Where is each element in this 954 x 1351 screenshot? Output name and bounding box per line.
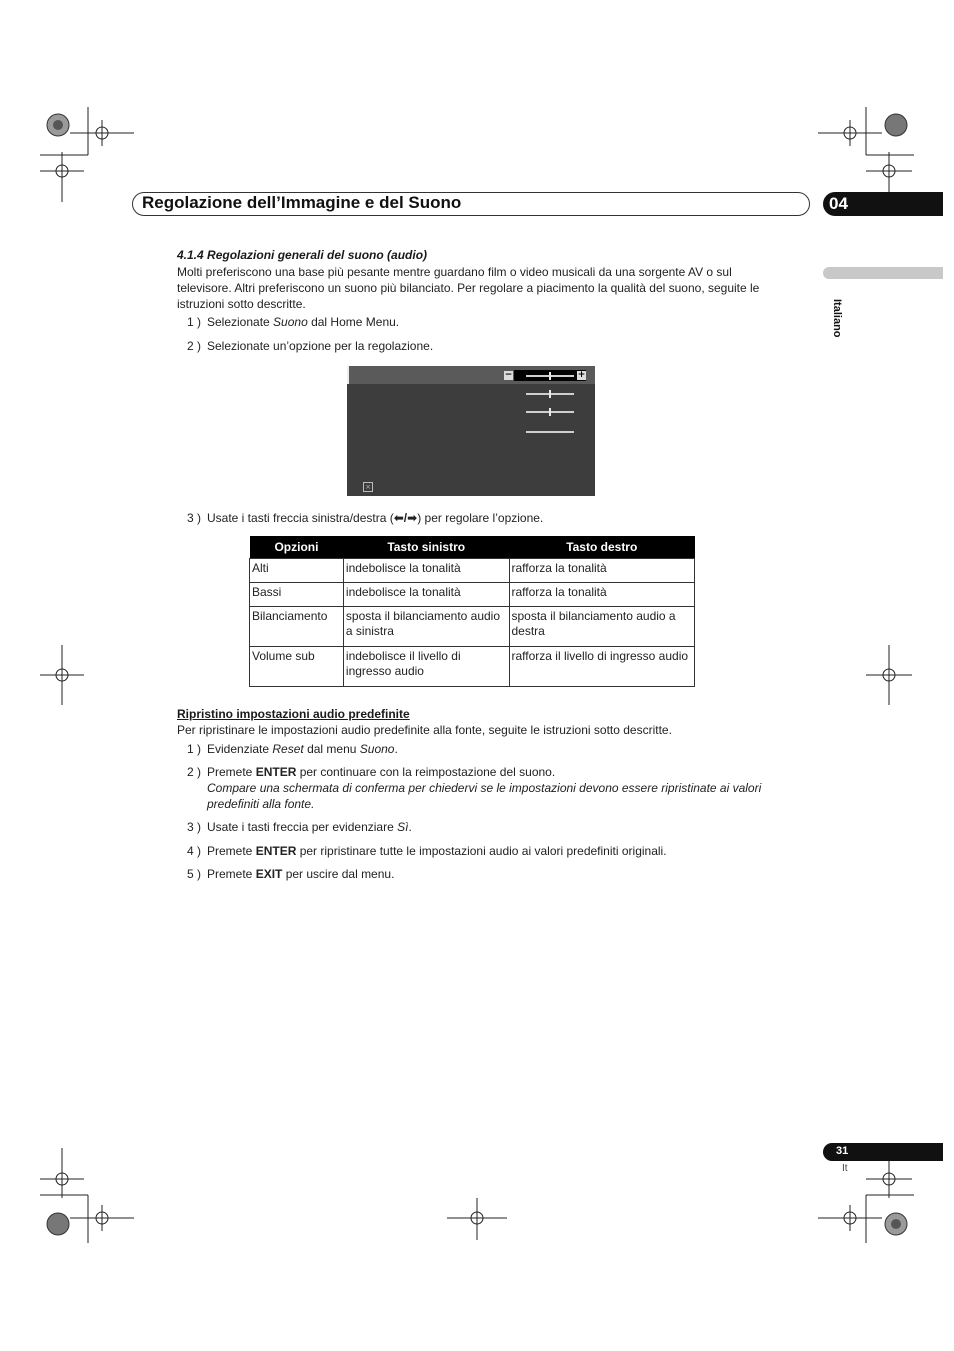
- right-key-cell: rafforza la tonalità: [509, 583, 695, 607]
- menu-edge: [347, 366, 349, 384]
- option-cell: Bassi: [250, 583, 344, 607]
- step-1: 1 ) Selezionate Suono dal Home Menu.: [187, 315, 400, 329]
- section-intro: Molti preferiscono una base più pesante mentre guardano film o video musicali da una sorgente AV o sul televisore. Altri preferiscono un suono più bilanciato. Per regolare a piacimento la qualità del suono, seguite le istruzioni sotto descritte.: [177, 265, 760, 311]
- column-header: Tasto destro: [509, 536, 695, 559]
- right-key-cell: sposta il bilanciamento audio a destra: [509, 607, 695, 647]
- section-title: 4.1.4 Regolazioni generali del suono (audio): [177, 248, 428, 262]
- reset-step-4: 4 ) Premete ENTER per ripristinare tutte le impostazioni audio ai valori predefiniti originali.: [187, 844, 667, 858]
- option-cell: Volume sub: [250, 647, 344, 687]
- table-header-row: [250, 536, 695, 559]
- arrow-keys-icon: ⬅/➡: [393, 511, 418, 525]
- step-3: 3 ) Usate i tasti freccia sinistra/destra (⬅/➡) per regolare l’opzione.: [187, 511, 544, 525]
- subwoofer-slider: [526, 431, 574, 433]
- left-key-cell: indebolisce il livello di ingresso audio: [343, 647, 509, 687]
- reset-step-2-note: Compare una schermata di conferma per chiedervi se le impostazioni devono essere ripristinate ai valori predefiniti alla fonte.: [207, 781, 762, 811]
- page-language: It: [842, 1163, 848, 1174]
- left-key-cell: sposta il bilanciamento audio a sinistra: [343, 607, 509, 647]
- page-number: 31: [836, 1145, 849, 1157]
- table-row: [250, 647, 695, 687]
- reset-intro: Per ripristinare le impostazioni audio predefinite alla fonte, seguite le istruzioni sotto descritte.: [177, 723, 672, 737]
- close-icon: ×: [363, 482, 373, 492]
- bass-knob: [549, 390, 551, 398]
- reset-step-1: 1 ) Evidenziate Reset dal menu Suono.: [187, 742, 398, 756]
- page-title: Regolazione dell’Immagine e del Suono: [142, 193, 462, 212]
- balance-knob: [549, 408, 551, 416]
- chapter-number: 04: [829, 194, 848, 213]
- reset-step-2: 2 ) Premete ENTER per continuare con la reimpostazione del suono.: [187, 765, 556, 779]
- table-row: [250, 607, 695, 647]
- right-key-cell: rafforza il livello di ingresso audio: [509, 647, 695, 687]
- column-header: Opzioni: [250, 536, 344, 559]
- right-key-cell: rafforza la tonalità: [509, 559, 695, 583]
- left-key-cell: indebolisce la tonalità: [343, 583, 509, 607]
- minus-icon: −: [504, 370, 513, 380]
- reset-title: Ripristino impostazioni audio predefinite: [177, 707, 410, 721]
- column-header: Tasto sinistro: [343, 536, 509, 559]
- treble-knob: [549, 372, 551, 380]
- language-label: Italiano: [831, 299, 843, 338]
- reset-step-3: 3 ) Usate i tasti freccia per evidenziare Sì.: [187, 820, 412, 834]
- plus-icon: +: [577, 370, 586, 380]
- sound-menu-screenshot: [347, 366, 595, 496]
- left-key-cell: indebolisce la tonalità: [343, 559, 509, 583]
- option-cell: Alti: [250, 559, 344, 583]
- option-cell: Bilanciamento: [250, 607, 344, 647]
- table-row: [250, 583, 695, 607]
- step-2: 2 ) Selezionate un’opzione per la regolazione.: [187, 339, 434, 353]
- options-table: [249, 536, 695, 687]
- language-tab: [823, 267, 943, 279]
- table-row: [250, 559, 695, 583]
- reset-step-5: 5 ) Premete EXIT per uscire dal menu.: [187, 867, 395, 881]
